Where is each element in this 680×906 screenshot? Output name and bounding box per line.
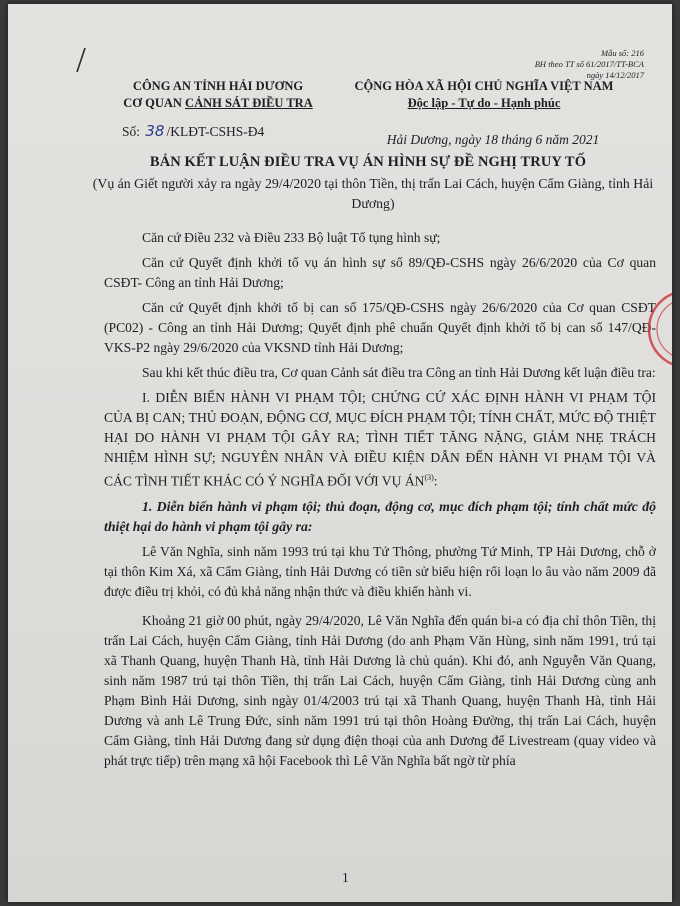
paragraph: Khoảng 21 giờ 00 phút, ngày 29/4/2020, Lê Văn Nghĩa đến quán bi-a có địa chỉ thôn Tiền, thị trấn Lai Cách, huyện Cẩm Giàng, tỉnh Hải Dương (do anh Phạm Văn Hùng, sinh năm 1991, trú tại xã Thanh Quang, huyện Thanh Hà, tỉnh Hải Dương là chủ quán). Khi đó, anh Nguyễn Văn Quang, sinh năm 1987 trú tại thôn Tiền, thị trấn Lai Cách, huyện Cẩm Giàng, tỉnh Hải Dương cùng anh Phạm Bình Hải Dương, sinh ngày 01/4/2003 trú tại xã Thanh Quang, huyện Thanh Hà, tỉnh Hải Dương và anh Lê Trung Đức, sinh năm 1991 trú tại thôn Hoàng Đường, thị trấn Lai Cách, huyện Cẩm Giàng, tỉnh Hải Dương đang sử dụng điện thoại của anh Dương để Livestream (quay video và phát trực tiếp) trên mạng xã hội Facebook thì Lê Văn Nghĩa bất ngờ từ phía <box>104 612 656 768</box>
document-subtitle: (Vụ án Giết người xảy ra ngày 29/4/2020 tại thôn Tiền, thị trấn Lai Cách, huyện Cẩm Giàng, tỉnh Hải Dương) <box>92 176 654 211</box>
red-seal-icon <box>642 284 672 374</box>
form-date: ngày 14/12/2017 <box>586 70 644 80</box>
handwritten-number: 38 <box>145 122 165 140</box>
document-page <box>8 4 672 902</box>
subsection-heading: 1. Diễn biến hành vi phạm tội; thủ đoạn, động cơ, mục đích phạm tội; tính chất mức độ thiệt hại do hành vi phạm tội gây ra: <box>104 498 656 534</box>
paragraph: Căn cứ Quyết định khởi tố bị can số 175/QĐ-CSHS ngày 26/6/2020 của Cơ quan CSĐT (PC02) - Công an tỉnh Hải Dương; Quyết định phê chuẩn Quyết định khởi tố bị can số 147/QĐ-VKS-P2 ngày 29/6/2020 của VKSND tỉnh Hải Dương; <box>104 300 656 355</box>
national-header <box>334 78 634 112</box>
office-name: CƠ QUAN CẢNH SÁT ĐIỀU TRA <box>123 96 313 110</box>
document-body <box>104 228 656 780</box>
national-motto: Độc lập - Tự do - Hạnh phúc <box>407 96 561 110</box>
paragraph: Căn cứ Điều 232 và Điều 233 Bộ luật Tố tụng hình sự; <box>142 230 441 245</box>
form-circular: BH theo TT số 61/2017/TT-BCA <box>534 59 644 69</box>
pen-mark-icon <box>72 46 90 74</box>
document-title: BẢN KẾT LUẬN ĐIỀU TRA VỤ ÁN HÌNH SỰ ĐỀ NGHỊ TRUY TỐ <box>149 154 587 170</box>
agency-name: CÔNG AN TỈNH HẢI DƯƠNG <box>132 79 304 93</box>
paragraph: Căn cứ Quyết định khởi tố vụ án hình sự số 89/QĐ-CSHS ngày 26/6/2020 của Cơ quan CSĐT- Công an tỉnh Hải Dương; <box>104 255 656 290</box>
nation-name: CỘNG HÒA XÃ HỘI CHỦ NGHĨA VIỆT NAM <box>354 79 614 93</box>
form-number: Mẫu số: 216 <box>601 48 644 58</box>
issuing-agency-header <box>108 78 328 112</box>
page-number: 1 <box>342 870 349 885</box>
form-reference <box>494 48 644 81</box>
date-line: Hải Dương, ngày 18 tháng 6 năm 2021 <box>386 132 600 147</box>
paragraph: Lê Văn Nghĩa, sinh năm 1993 trú tại khu Tứ Thông, phường Tứ Minh, TP Hải Dương, chỗ ở tại thôn Kim Xá, xã Cẩm Giàng, tỉnh Hải Dương có tiền sử biểu hiện rối loạn lo âu vào năm 2009 đã được điều trị khỏi, có đủ khả năng nhận thức và điều khiển hành vi. <box>104 543 656 599</box>
document-number: Số: 38 /KLĐT-CSHS-Đ4 <box>122 122 265 140</box>
paragraph: Sau khi kết thúc điều tra, Cơ quan Cảnh sát điều tra Công an tỉnh Hải Dương kết luận điều tra: <box>142 365 656 380</box>
section-heading: I. DIỄN BIẾN HÀNH VI PHẠM TỘI; CHỨNG CỨ XÁC ĐỊNH HÀNH VI PHẠM TỘI CỦA BỊ CAN; THỦ ĐOẠN, ĐỘNG CƠ, MỤC ĐÍCH PHẠM TỘI; TÍNH CHẤT, MỨC ĐỘ THIỆT HẠI DO HÀNH VI PHẠM TỘI GÂY RA; TÌNH TIẾT TĂNG NẶNG, GIẢM NHẸ TRÁCH NHIỆM HÌNH SỰ; NGUYÊN NHÂN VÀ ĐIỀU KIỆN DẪN ĐẾN HÀNH VI PHẠM TỘI VÀ CÁC TÌNH TIẾT KHÁC CÓ Ý NGHĨA ĐỐI VỚI VỤ ÁN$^{(3)}$: <box>104 390 656 489</box>
